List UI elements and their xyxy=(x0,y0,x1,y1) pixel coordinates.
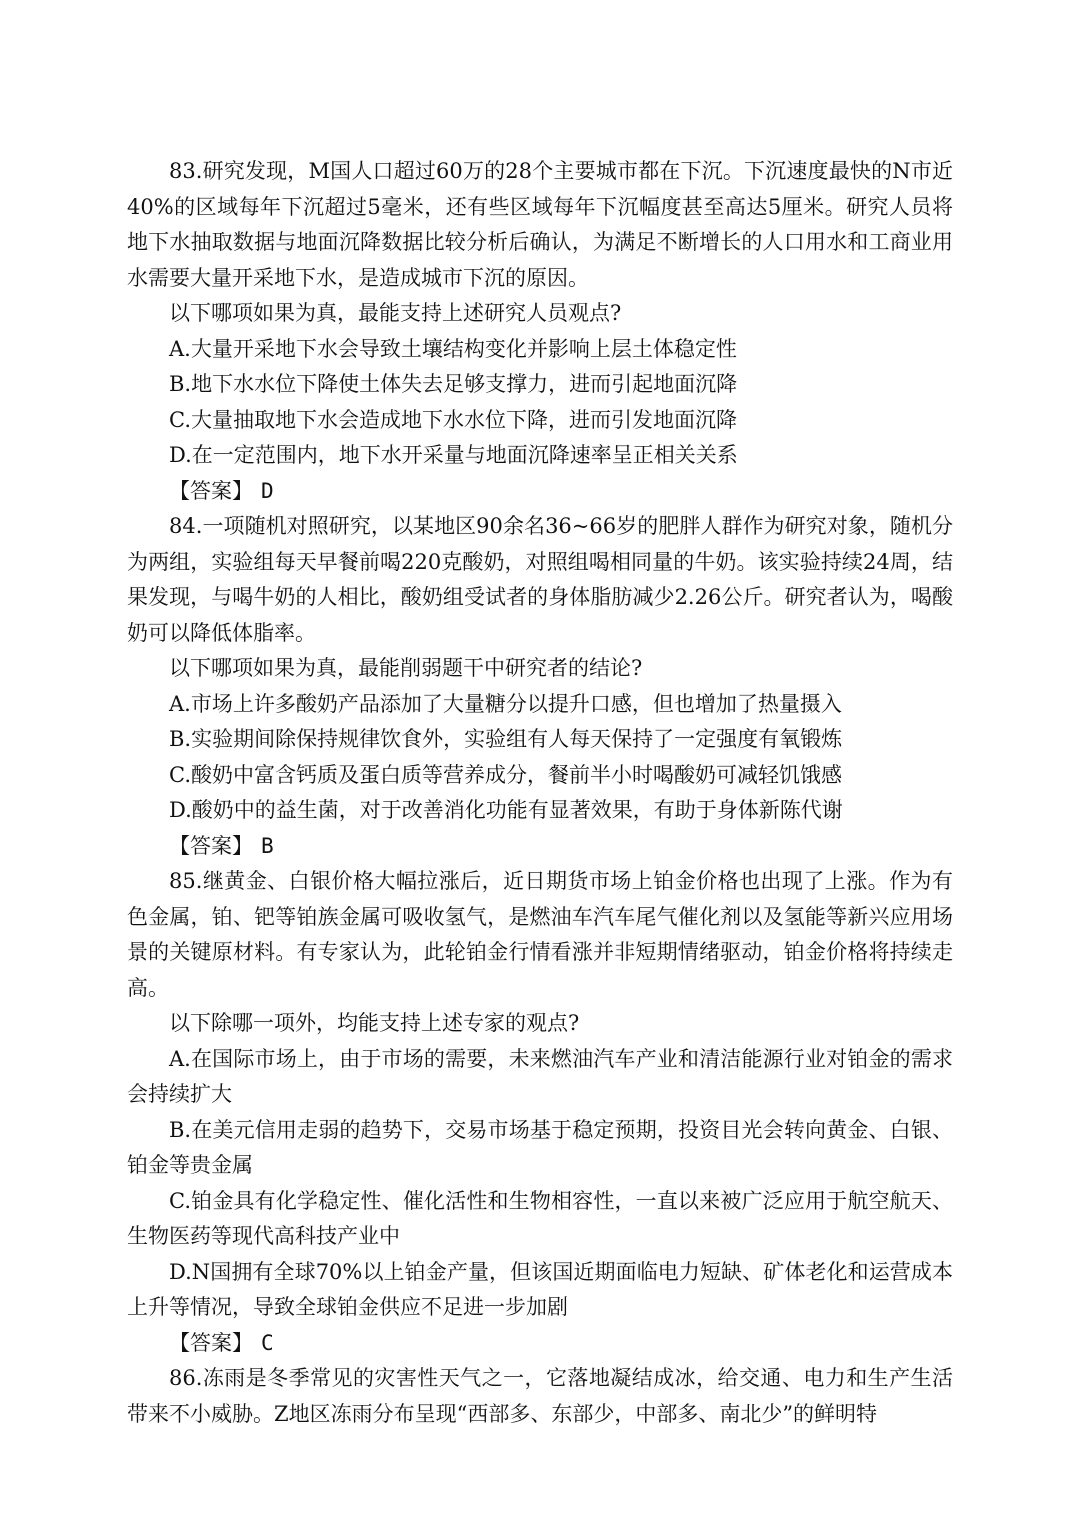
option-a: A.在国际市场上，由于市场的需要，未来燃油汽车产业和清洁能源行业对铂金的需求会持续扩大 xyxy=(127,1046,953,1106)
question-prompt: 以下除哪一项外，均能支持上述专家的观点? xyxy=(169,1011,580,1035)
option-c: C.铂金具有化学稳定性、催化活性和生物相容性，一直以来被广泛应用于航空航天、生物医药等现代高科技产业中 xyxy=(127,1188,953,1248)
answer-line xyxy=(127,474,953,510)
answer-label: 【答案】 xyxy=(169,478,253,503)
option-b: B.在美元信用走弱的趋势下，交易市场基于稳定预期，投资目光会转向黄金、白银、铂金等贵金属 xyxy=(127,1117,953,1177)
answer-value: B xyxy=(261,833,274,858)
option-c: C.酸奶中富含钙质及蛋白质等营养成分，餐前半小时喝酸奶可减轻饥饿感 xyxy=(169,762,842,787)
question-stem: 83.研究发现，M国人口超过60万的28个主要城市都在下沉。下沉速度最快的N市近40%的区域每年下沉超过5毫米，还有些区域每年下沉幅度甚至高达5厘米。研究人员将地下水抽取数据与地面沉降数据比较分析后确认，为满足不断增长的人口用水和工商业用水需要大量开采地下水，是造成城市下沉的原因。 xyxy=(127,159,953,290)
question-prompt: 以下哪项如果为真，最能支持上述研究人员观点? xyxy=(169,301,622,325)
option-d: D.酸奶中的益生菌，对于改善消化功能有显著效果，有助于身体新陈代谢 xyxy=(169,798,843,822)
option-b: B.地下水水位下降使土体失去足够支撑力，进而引起地面沉降 xyxy=(169,372,738,396)
question-86 xyxy=(127,1361,953,1432)
question-prompt: 以下哪项如果为真，最能削弱题干中研究者的结论? xyxy=(169,656,643,680)
option-d: D.N国拥有全球70%以上铂金产量，但该国近期面临电力短缺、矿体老化和运营成本上升等情况，导致全球铂金供应不足进一步加剧 xyxy=(127,1259,953,1319)
option-c: C.大量抽取地下水会造成地下水水位下降，进而引发地面沉降 xyxy=(169,407,737,432)
question-stem: 86.冻雨是冬季常见的灾害性天气之一，它落地凝结成冰，给交通、电力和生产生活带来不小威胁。Z地区冻雨分布呈现“西部多、东部少，中部多、南北少”的鲜明特 xyxy=(127,1366,953,1426)
question-83 xyxy=(127,154,953,509)
answer-value: D xyxy=(261,478,274,503)
question-stem: 85.继黄金、白银价格大幅拉涨后，近日期货市场上铂金价格也出现了上涨。作为有色金属，铂、钯等铂族金属可吸收氢气，是燃油车汽车尾气催化剂以及氢能等新兴应用场景的关键原材料。有专家认为，此轮铂金行情看涨并非短期情绪驱动，铂金价格将持续走高。 xyxy=(127,869,953,1000)
option-a: A.大量开采地下水会导致土壤结构变化并影响上层土体稳定性 xyxy=(169,336,737,361)
answer-line xyxy=(127,1326,953,1362)
answer-label: 【答案】 xyxy=(169,833,253,858)
answer-value: C xyxy=(261,1330,274,1355)
question-stem: 84.一项随机对照研究，以某地区90余名36~66岁的肥胖人群作为研究对象，随机分为两组，实验组每天早餐前喝220克酸奶，对照组喝相同量的牛奶。该实验持续24周，结果发现，与喝牛奶的人相比，酸奶组受试者的身体脂肪减少2.26公斤。研究者认为，喝酸奶可以降低体脂率。 xyxy=(127,514,953,645)
question-84 xyxy=(127,509,953,864)
option-d: D.在一定范围内，地下水开采量与地面沉降速率呈正相关关系 xyxy=(169,443,738,467)
option-b: B.实验期间除保持规律饮食外，实验组有人每天保持了一定强度有氧锻炼 xyxy=(169,727,843,751)
answer-label: 【答案】 xyxy=(169,1330,253,1355)
question-85 xyxy=(127,864,953,1361)
answer-line xyxy=(127,829,953,865)
document-page xyxy=(127,154,953,1432)
option-a: A.市场上许多酸奶产品添加了大量糖分以提升口感，但也增加了热量摄入 xyxy=(169,691,842,716)
